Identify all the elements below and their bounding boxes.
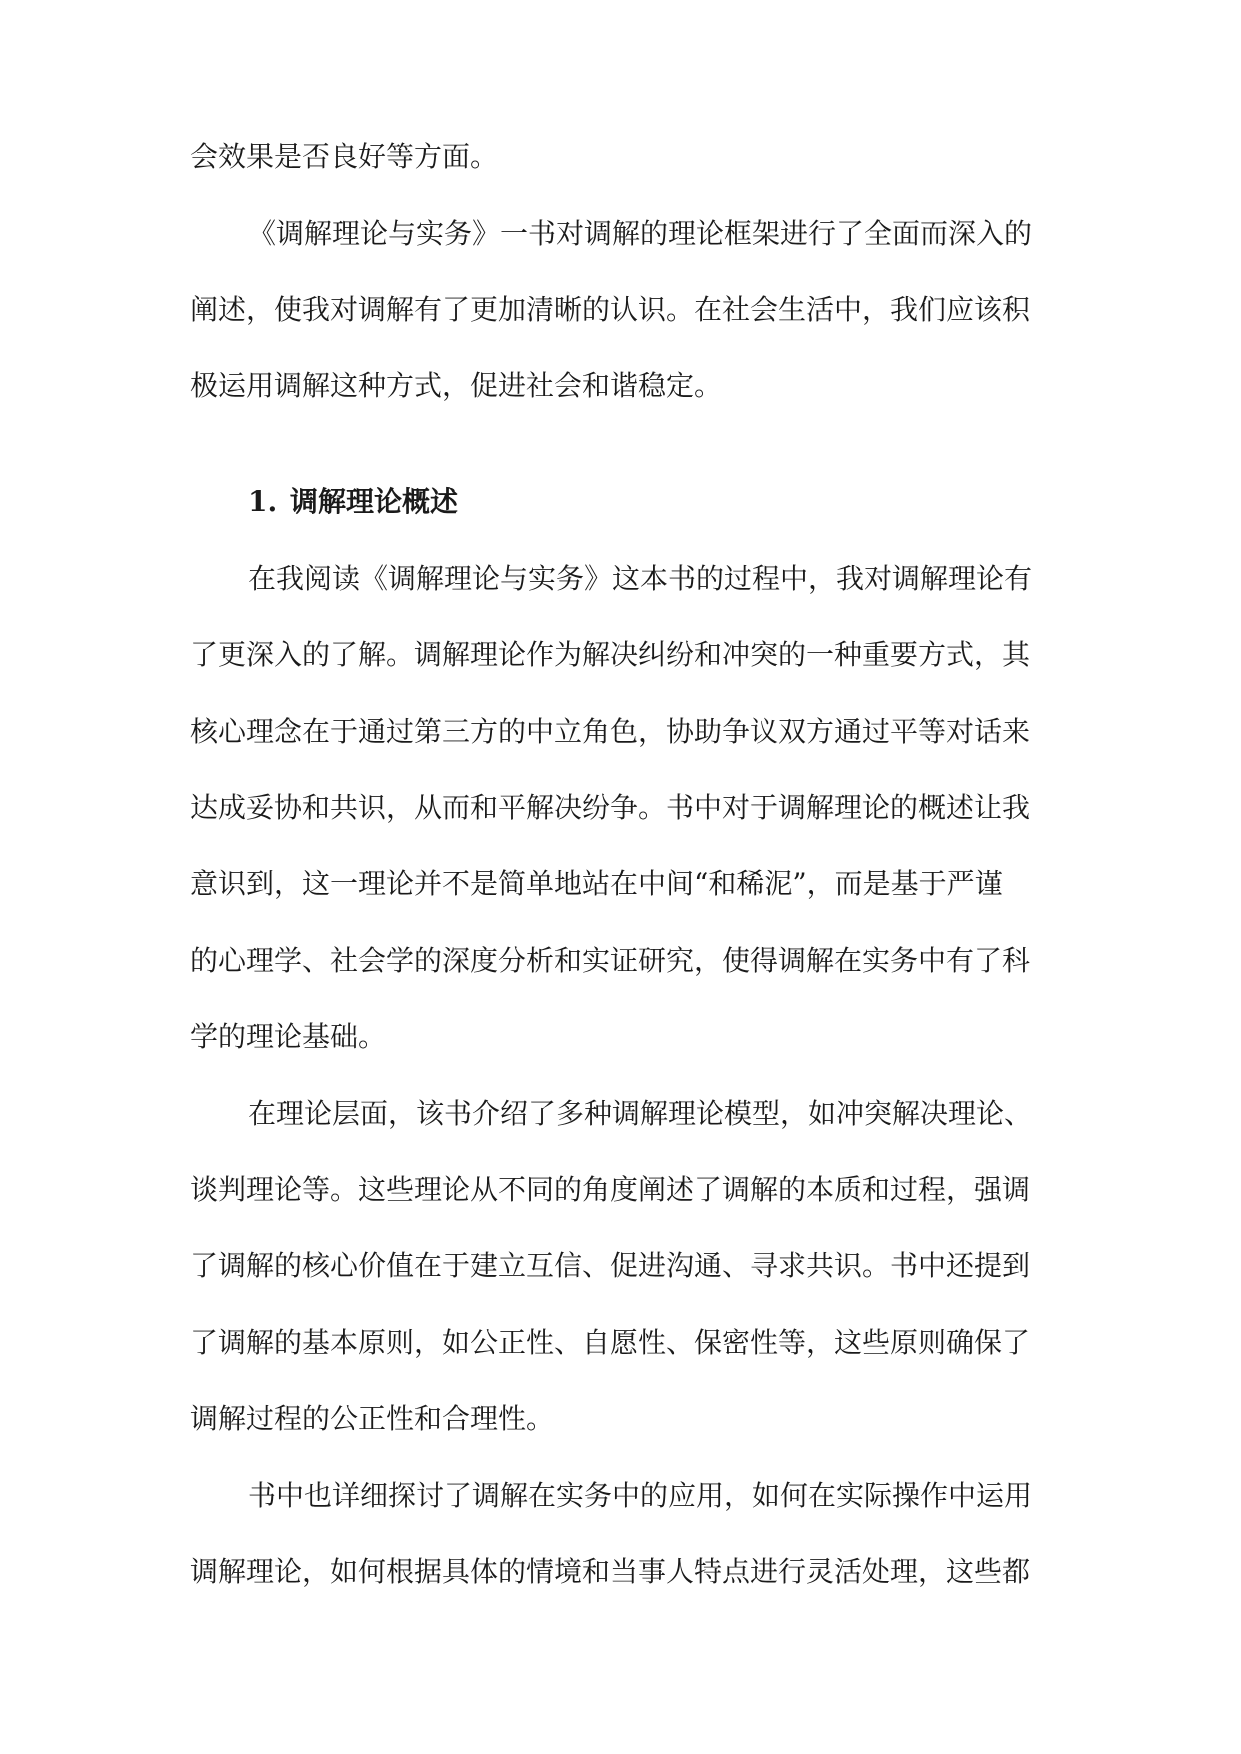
- section-number: 1.: [248, 485, 278, 518]
- paragraph-line: 核心理念在于通过第三方的中立角色，协助争议双方通过平等对话来: [190, 715, 1031, 748]
- paragraph-line: 了调解的基本原则，如公正性、自愿性、保密性等，这些原则确保了: [190, 1326, 1031, 1359]
- section-title: 调解理论概述: [290, 485, 459, 518]
- paragraph-line: 极运用调解这种方式，促进社会和谐稳定。: [190, 369, 723, 402]
- paragraph-line: 调解理论，如何根据具体的情境和当事人特点进行灵活处理，这些都: [190, 1555, 1031, 1588]
- paragraph-line: 调解过程的公正性和合理性。: [190, 1402, 555, 1435]
- paragraph-line: 的心理学、社会学的深度分析和实证研究，使得调解在实务中有了科: [190, 944, 1031, 977]
- paragraph-line: 学的理论基础。: [190, 1020, 387, 1053]
- paragraph-line: 达成妥协和共识，从而和平解决纷争。书中对于调解理论的概述让我: [190, 791, 1031, 824]
- paragraph-line: 在理论层面，该书介绍了多种调解理论模型，如冲突解决理论、: [248, 1097, 1033, 1130]
- paragraph-line: 了调解的核心价值在于建立互信、促进沟通、寻求共识。书中还提到: [190, 1249, 1031, 1282]
- paragraph-line: 在我阅读《调解理论与实务》这本书的过程中，我对调解理论有: [248, 562, 1033, 595]
- paragraph-line: 谈判理论等。这些理论从不同的角度阐述了调解的本质和过程，强调: [190, 1173, 1031, 1206]
- section-heading: [248, 482, 458, 522]
- paragraph-line: 会效果是否良好等方面。: [190, 140, 499, 173]
- paragraph-line: 《调解理论与实务》一书对调解的理论框架进行了全面而深入的: [248, 217, 1033, 250]
- paragraph-line: 意识到，这一理论并不是简单地站在中间“和稀泥”，而是基于严谨: [190, 867, 1003, 900]
- paragraph-line: 书中也详细探讨了调解在实务中的应用，如何在实际操作中运用: [248, 1479, 1033, 1512]
- paragraph-line: 了更深入的了解。调解理论作为解决纠纷和冲突的一种重要方式，其: [190, 638, 1031, 671]
- paragraph-line: 阐述，使我对调解有了更加清晰的认识。在社会生活中，我们应该积: [190, 293, 1031, 326]
